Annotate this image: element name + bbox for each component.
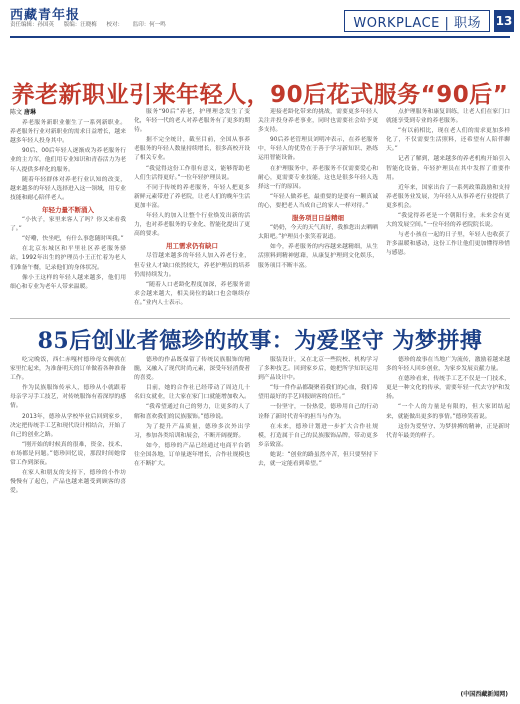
paragraph: “我觉得养老是一个朝阳行业，未来会有更大的发展空间。”一位年轻的养老院院长说。 <box>386 213 510 229</box>
paragraph: “一个人的力量是有限的，但大家团结起来，就能做出更多的事情。”德珍笑着说。 <box>386 404 510 420</box>
photo-credit: (中国西藏新闻网) <box>460 691 508 698</box>
paragraph: 据不完全统计，截至目前，全国从事养老服务的年轻人数量持续增长，很多高校开设了相关专业。 <box>134 137 250 162</box>
paragraph: “每一件作品都凝聚着我们的心血，我们希望用最好的手艺回报顾客的信任。” <box>258 385 378 401</box>
article2-headline: 85后创业者德珍的故事：为爱坚守 为梦拼搏 <box>37 328 483 354</box>
paragraph: 近年来，国家出台了一系列政策鼓励和支持养老服务业发展，为年轻人从事养老行业提供了更多机会。 <box>386 184 510 209</box>
paragraph: 迎接老龄化带来的挑战，需要更多年轻人关注并投身养老事业，同时也需要社会给予更多支持。 <box>258 109 378 134</box>
article1-subhead-3: 服务项目日益精细 <box>292 214 344 223</box>
paragraph: “年轻人做养老，最重要的是要有一颗真诚的心，要把老人当成自己的家人一样对待。” <box>258 193 378 209</box>
paragraph: 在北京东城区和平里社区养老服务驿站，1992年出生的护理员小王正忙着为老人们准备午餐，记录他们的身体状况。 <box>10 246 126 271</box>
article-divider <box>10 318 510 319</box>
reporter-name: 陈文 <box>10 109 23 116</box>
article1-column-4 <box>386 108 510 318</box>
article2-column-1 <box>10 356 126 698</box>
paragraph: “奶奶，今天的天气真好，我推您出去晒晒太阳吧。”护理员小张笑着说道。 <box>258 225 378 241</box>
paragraph: 如今，养老服务的内容越来越精细，从生活照料到精神慰藉，从康复护理到文化娱乐，服务项目不断丰富。 <box>258 244 378 269</box>
paragraph: 在护理服务中，养老服务不仅需要爱心和耐心，更需要专业技能，这也是很多年轻人选择这一行的原因。 <box>258 165 378 190</box>
paragraph: “刚开始的时候真的很难，资金、技术、市场都是问题。”德珍回忆说，那段时间她常常工作到深夜。 <box>10 441 126 467</box>
article1-column-3 <box>258 108 378 318</box>
paragraph: 目前，她的合作社已经带动了周边几十名妇女就业，让大家在家门口就能增加收入。 <box>134 385 250 401</box>
paragraph: 德珍的作品既保留了传统民族服饰的精髓，又融入了现代时尚元素，深受年轻消费者的喜爱。 <box>134 357 250 382</box>
paragraph: 在家人和朋友的支持下，德珍的小作坊慢慢有了起色，产品也越来越受到顾客的喜爱。 <box>10 470 126 495</box>
paragraph: “好嘞，快坐吧，有什么事您随时叫我。” <box>22 236 124 243</box>
paragraph: 作为民族服饰传承人，德珍从小就跟着母亲学习手工技艺，对传统服饰有着深厚的感情。 <box>10 385 126 410</box>
paragraph: 90后养老管理员刘明冲表示，在养老服务中，年轻人的优势在于善于学习新知识、熟练运用智能设备。 <box>258 137 378 162</box>
paragraph: 与老小孩在一起的日子里，年轻人也收获了许多温暖和感动，这份工作让他们更加懂得珍惜与感恩。 <box>386 232 510 257</box>
paragraph: “随着人口老龄化程度加深，养老服务需求会越来越大，相关岗位的缺口也会继续存在。”业内人士表示。 <box>134 281 250 306</box>
paragraph: 像小王这样的年轻人越来越多，他们用细心和专业为老年人带来温暖。 <box>10 274 126 290</box>
paragraph: 如今，德珍的产品已经通过电商平台销往全国各地，订单量逐年增长，合作社规模也在不断扩大。 <box>134 442 250 468</box>
article2-column-4 <box>386 356 510 698</box>
paragraph: 年轻人的加入让整个行业焕发出新的活力，也对养老服务的专业化、智能化提出了更高的要求。 <box>134 213 250 238</box>
paragraph: 记者了解到，越来越多的养老机构开始引入智能化设备，年轻护理员在其中发挥了重要作用。 <box>386 156 510 181</box>
paragraph: 随着年轻群体对养老行业认知的改变，越来越多的年轻人选择进入这一领域，用专业技能和耐心陪伴老人。 <box>10 176 126 201</box>
page-number: 13 <box>494 10 514 32</box>
article1-column-2 <box>134 108 250 318</box>
layout-info: 版编：汪晓梅 <box>63 22 97 28</box>
paragraph: 不同于传统的养老服务，年轻人把更多新鲜元素带进了养老院，让老人们的晚年生活更加丰富。 <box>134 184 250 209</box>
header-rule <box>10 36 510 38</box>
reporter-name-2: 唐琳 <box>23 109 36 116</box>
paragraph: “我觉得这份工作很有意义，能够帮助老人们生活得更好。”一位年轻护理员说。 <box>134 165 250 181</box>
paragraph: “有以前相比，现在老人们的需求更加多样化了，不仅需要生活照料，还希望有人陪伴聊天。” <box>386 128 510 153</box>
article2-column-2 <box>134 356 250 698</box>
paragraph: 点护理服务和康复训练，让老人们在家门口就能享受到专业的养老服务。 <box>386 109 510 125</box>
paragraph: 为了提升产品质量，德珍多次外出学习，参加各类培训和展会，不断开阔视野。 <box>134 423 250 439</box>
paragraph: 吃完晚饭，西仁赤嘎村德珍母女俩就在家里忙起来，为准备明天的订单做着各种准备工作。 <box>10 357 126 382</box>
paragraph: 这份为爱坚守、为梦拼搏的精神，正是新时代青年最美的样子。 <box>386 423 510 439</box>
article1-subhead-1: 年轻力量不断涌入 <box>42 205 94 214</box>
article1-headline: 养老新职业引来年轻人，90后花式服务“90后” <box>11 82 509 108</box>
paragraph: 90后、00后年轻人逐渐成为养老服务行业的主力军，他们用专业知识和青春活力为老年人提供多样化的服务。 <box>10 148 126 173</box>
article1-subhead-2: 用工需求仍有缺口 <box>166 242 218 251</box>
paragraph: 2013年，德珍从学校毕业后回到家乡，决定把传统手工艺和现代设计相结合，开始了自己的创业之路。 <box>10 413 126 438</box>
paragraph: 服务“90后”养老，护理理念发生了变化，年轻一代的老人对养老服务有了更多的期待。 <box>134 109 250 134</box>
paragraph: 养老服务新职业催生了一系列新职业。养老服务行业对新职业的需求日益增长，越来越多年轻人投身其中。 <box>10 120 126 145</box>
newspaper-logo: 西藏青年报 <box>10 8 81 23</box>
section-label: WORKPLACE | 职场 <box>344 10 490 32</box>
edition-info <box>10 20 174 28</box>
paragraph: 在德珍看来，传统手工艺不仅是一门技术，更是一种文化的传承，需要年轻一代去守护和发扬。 <box>386 376 510 401</box>
paragraph: 德珍的故事在当地广为流传，激励着越来越多的年轻人回乡创业，为家乡发展贡献力量。 <box>386 357 510 373</box>
print-info: 监印：何一鸣 <box>132 22 166 28</box>
paragraph: 尽管越来越多的年轻人加入养老行业，但专业人才缺口依然较大，养老护理员的培养仍需持续发力。 <box>134 253 250 278</box>
masthead <box>0 0 520 46</box>
proof-info: 校对： <box>106 22 124 28</box>
paragraph: 服装设计，又在北京一些院校、机构学习了多种技艺。回到家乡后，她把所学知识运用到产品设计中。 <box>258 357 378 382</box>
paragraph: 在未来，德珍计划进一步扩大合作社规模，打造属于自己的民族服饰品牌，带动更多乡亲致富。 <box>258 423 378 448</box>
article1-byline <box>10 108 126 117</box>
editor-info: 责任编辑：孙国英 <box>10 22 55 28</box>
article2-column-3 <box>258 356 378 698</box>
paragraph: 她说：“创业的路虽然辛苦，但只要坚持下去，就一定能看到希望。” <box>258 451 378 468</box>
paragraph: “小伙子，家里来客人了吗？你又来看我了。” <box>10 217 126 233</box>
paragraph: “我希望通过自己的努力，让更多的人了解和喜欢我们的民族服饰。”德珍说。 <box>134 404 250 420</box>
paragraph: 一份坚守，一份热爱，德珍用自己的行动诠释了新时代青年的担当与作为。 <box>258 404 378 420</box>
article1-column-1 <box>10 108 126 318</box>
